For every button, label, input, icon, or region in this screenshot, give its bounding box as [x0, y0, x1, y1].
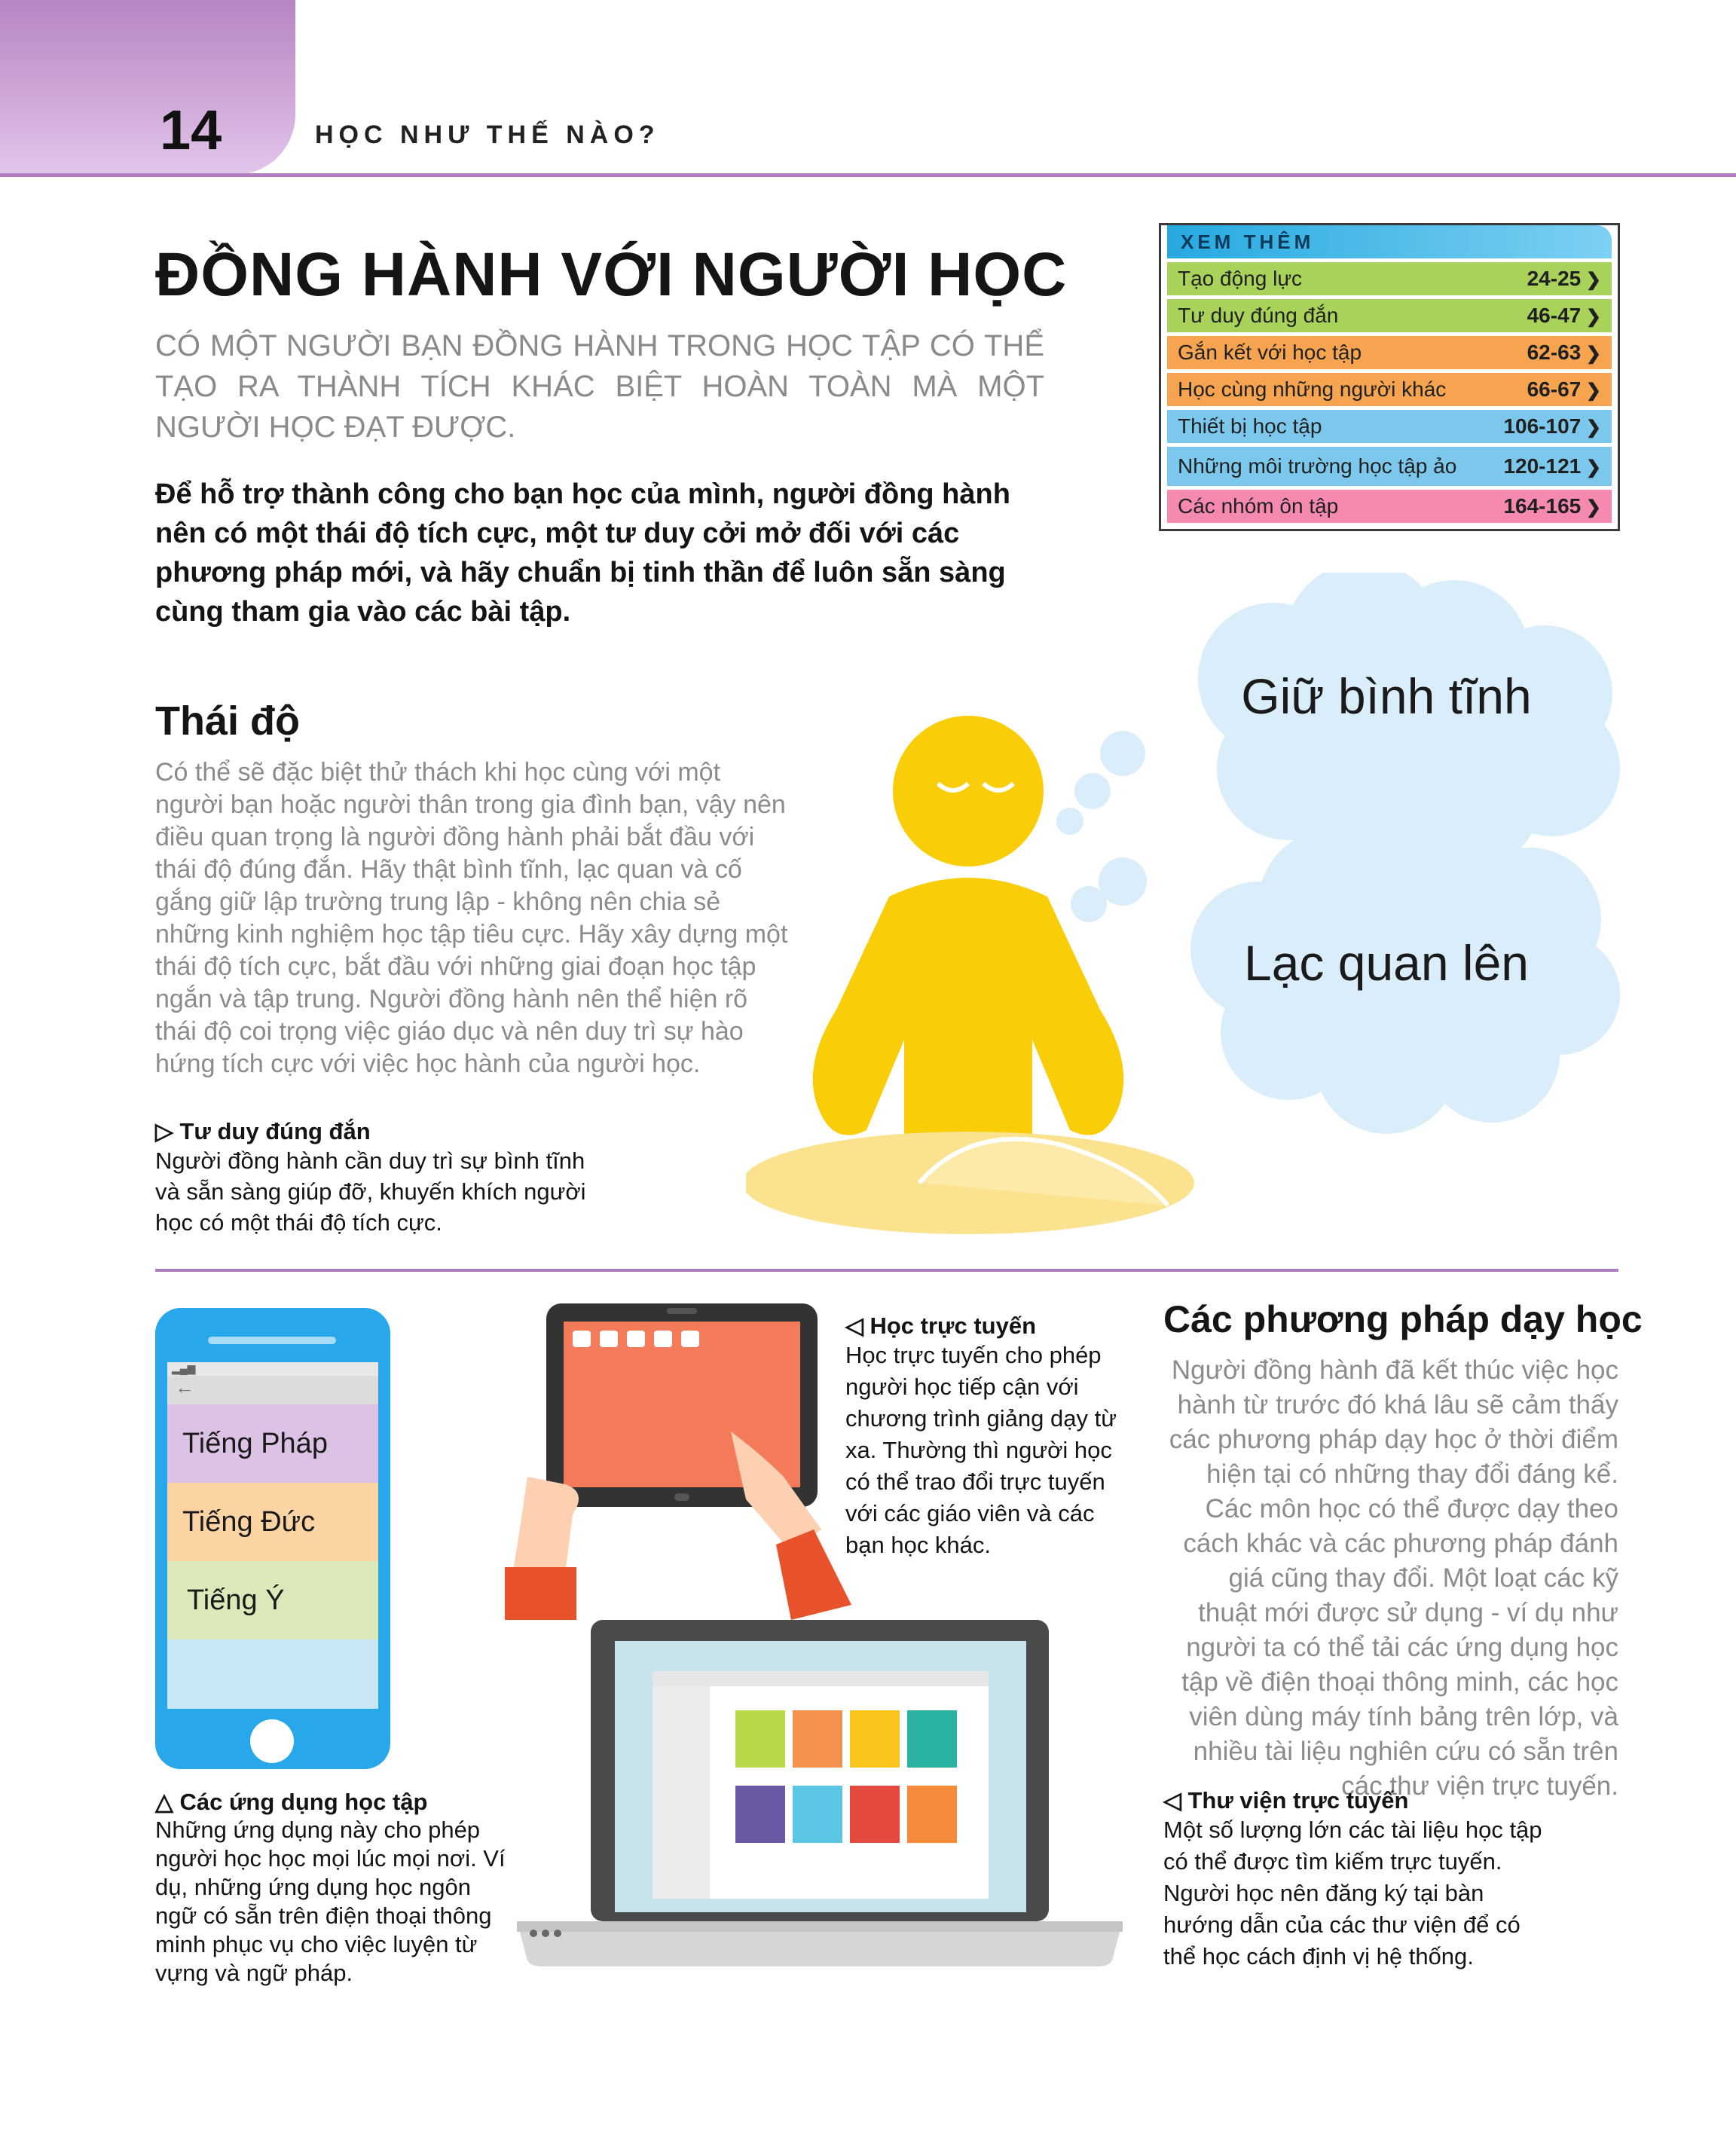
page-tab-decoration [0, 0, 295, 175]
cloud-text-optimistic: Lạc quan lên [1244, 935, 1529, 991]
up-triangle-icon: △ [155, 1789, 173, 1815]
header-divider [0, 173, 1736, 177]
left-hand [512, 1477, 579, 1575]
see-also-row[interactable]: Các nhóm ôn tập 164-165 ❯ [1167, 490, 1612, 523]
smartphone-illustration [155, 1308, 390, 1769]
attitude-body: Có thể sẽ đặc biệt thử thách khi học cùng với một người bạn hoặc người thân trong gia đình bạn, vậy nên điều quan trọng là người đồng hành phải bắt đầu với thái độ đúng đắn. Hãy thật bình tĩnh, lạc quan và cố gắng giữ lập trường trung lập - không nên chia sẻ những kinh nghiệm học tập tiêu cực. Hãy xây dựng một thái độ tích cực, bắt đầu với những giai đoạn học tập ngắn và tập trung. Người đồng hành nên thể hiện rõ thái độ coi trọng việc giáo dục và nên duy trì sự hào hứng tích cực với việc học hành của người học. [155, 758, 788, 1078]
app-item-italian[interactable]: Tiếng Ý [167, 1561, 378, 1639]
tablet-illustration [505, 1303, 859, 1620]
see-also-row[interactable]: Những môi trường học tập ảo 120-121 ❯ [1167, 447, 1612, 486]
methods-body: Người đồng hành đã kết thúc việc học hành từ trước đó khá lâu sẽ cảm thấy các phương pháp dạy học ở thời điểm hiện tại có những thay đổi đáng kể. Các môn học có thể được dạy theo cách khác và các phương pháp đánh giá cũng thay đổi. Một loạt các kỹ thuật mới được sử dụng - ví dụ như người ta có thể tải các ứng dụng học tập về điện thoại thông minh, các học viên dùng máy tính bảng trên lớp, và nhiều tài liệu nghiên cứu có sẵn trên các thư viện trực tuyến. [1169, 1355, 1618, 1801]
left-triangle-icon: ◁ [1163, 1787, 1181, 1814]
phone-speaker [208, 1337, 336, 1344]
section-divider [155, 1269, 1618, 1272]
left-triangle-icon: ◁ [845, 1312, 863, 1339]
see-also-box [1159, 223, 1620, 531]
mindset-caption: ▷ Tư duy đúng đắn Người đồng hành cần duy trì sự bình tĩnh và sẵn sàng giúp đỡ, khuyến khích người học có một thái độ tích cực. [155, 1118, 586, 1236]
home-button[interactable] [250, 1719, 294, 1763]
page-number: 14 [160, 99, 222, 161]
intro-paragraph: Để hỗ trợ thành công cho bạn học của mình, người đồng hành nên có một thái độ tích cực, một tư duy cởi mở đối với các phương pháp mới, và hãy chuẩn bị tinh thần để luôn sẵn sàng cùng tham gia vào các bài tập. [155, 478, 1010, 628]
online-library-caption: ◁ Thư viện trực tuyến Một số lượng lớn các tài liệu học tập có thể được tìm kiếm trực tuyến. Người học nên đăng ký tại bàn hướng dẫn của các thư viện để có thể học cách định vị hệ thống. [1163, 1787, 1542, 1969]
online-learning-caption: ◁ Học trực tuyến Học trực tuyến cho phép người học tiếp cận với chương trình giảng dạy từ xa. Thường thì người học có thể trao đổi trực tuyến với các giáo viên và các bạn học khác. [845, 1312, 1117, 1558]
thought-bubbles [1056, 731, 1147, 922]
see-also-row[interactable]: Gắn kết với học tập 62-63 ❯ [1167, 336, 1612, 369]
running-title: HỌC NHƯ THẾ NÀO? [315, 121, 660, 149]
app-item-french[interactable]: Tiếng Pháp [167, 1404, 378, 1483]
cloud-text-calm: Giữ bình tĩnh [1241, 668, 1532, 724]
see-also-row[interactable]: Tư duy đúng đắn 46-47 ❯ [1167, 299, 1612, 332]
right-triangle-icon: ▷ [155, 1118, 173, 1144]
phone-screen [167, 1362, 378, 1709]
see-also-heading: XEM THÊM [1167, 225, 1612, 258]
app-item-german[interactable]: Tiếng Đức [167, 1483, 378, 1561]
see-also-row[interactable]: Thiết bị học tập 106-107 ❯ [1167, 410, 1612, 443]
back-arrow-icon[interactable]: ← [167, 1376, 378, 1404]
apps-caption: △ Các ứng dụng học tập Những ứng dụng này cho phép người học học mọi lúc mọi nơi. Ví dụ, những ứng dụng học ngôn ngữ có sẵn trên điện thoại thông minh phục vụ cho việc luyện từ vựng và ngữ pháp. [155, 1789, 506, 1986]
lead-paragraph: CÓ MỘT NGƯỜI BẠN ĐỒNG HÀNH TRONG HỌC TẬP CÓ THỂ TẠO RA THÀNH TÍCH KHÁC BIỆT HOÀN TOÀN MÀ MỘT NGƯỜI HỌC ĐẠT ĐƯỢC. [155, 329, 1044, 444]
see-also-row[interactable]: Tạo động lực 24-25 ❯ [1167, 262, 1612, 295]
browser-sidebar [653, 1686, 710, 1899]
attitude-heading: Thái độ [155, 698, 300, 744]
page-title: ĐỒNG HÀNH VỚI NGƯỜI HỌC [155, 240, 1068, 309]
see-also-row[interactable]: Học cùng những người khác 66-67 ❯ [1167, 373, 1612, 406]
laptop-illustration [517, 1620, 1123, 1966]
methods-heading: Các phương pháp dạy học [1163, 1298, 1643, 1340]
signal-icon: ▂▄▆ [167, 1362, 378, 1376]
